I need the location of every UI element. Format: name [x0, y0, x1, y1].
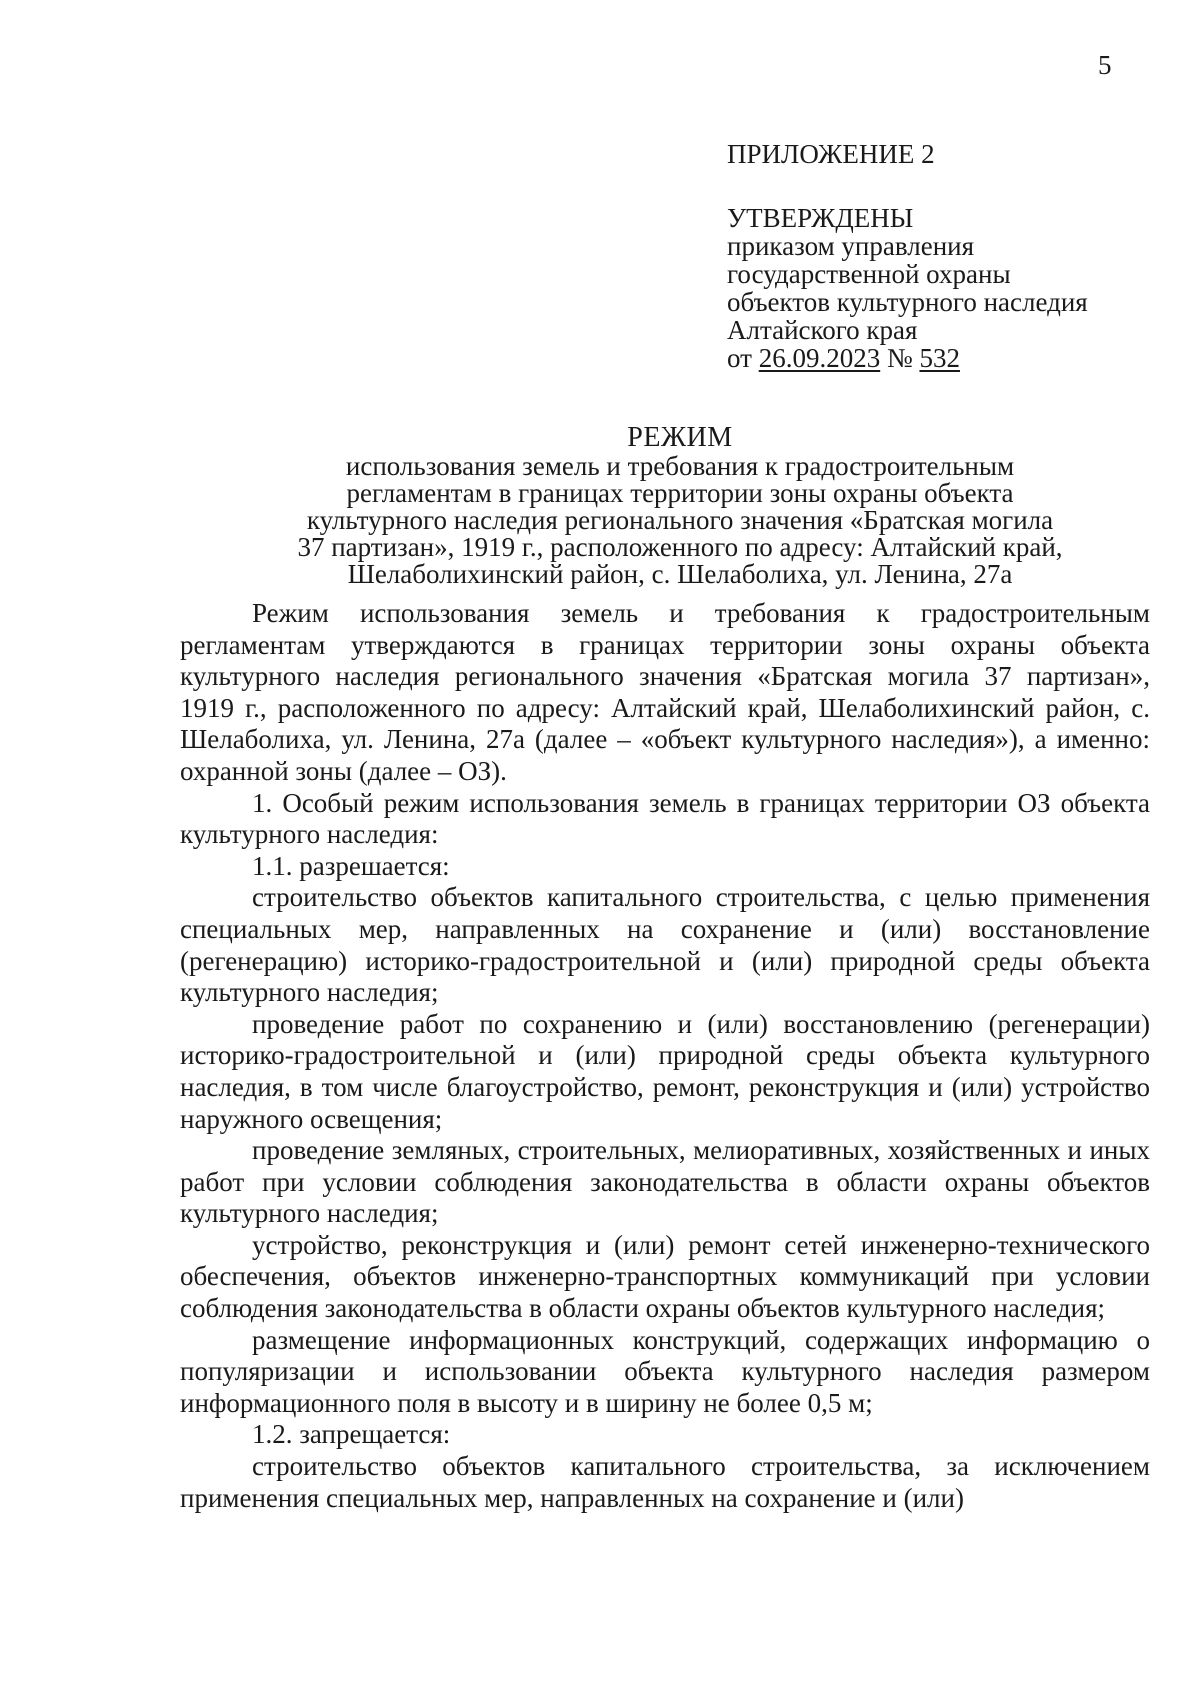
date-prefix: от	[727, 343, 759, 373]
title-line: культурного наследия регионального значения «Братская могила	[306, 505, 1054, 535]
number-prefix: №	[880, 343, 920, 373]
paragraph: размещение информационных конструкций, содержащих информацию о популяризации и использовании объекта культурного наследия размером информационного поля в высоту и в ширину не более 0,5 м;	[180, 1324, 1150, 1418]
title-line: регламентам в границах территории зоны охраны объекта	[346, 478, 1014, 508]
paragraph: проведение работ по сохранению и (или) восстановлению (регенерации) историко-градостроительной и (или) природной среды объекта культурного наследия, в том числе благоустройство, ремонт, реконструкция и (или) устройство наружного освещения;	[180, 1008, 1150, 1134]
approval-line: Алтайского края	[727, 315, 918, 345]
approval-date-line	[727, 344, 1088, 372]
paragraph: Режим использования земель и требования к градостроительным регламентам утверждаются в границах территории зоны охраны объекта культурного наследия регионального значения «Братская могила 37 партизан», 1919 г., расположенного по адресу: Алтайский край, Шелаболихинский район, с. Шелаболиха, ул. Ленина, 27а (далее – «объект культурного наследия»), а именно: охранной зоны (далее – ОЗ).	[180, 598, 1150, 786]
paragraph: 1.1. разрешается:	[252, 850, 450, 881]
title-line: 37 партизан», 1919 г., расположенного по адресу: Алтайский край,	[297, 532, 1063, 562]
document-title	[180, 424, 1180, 588]
paragraph: строительство объектов капитального строительства, с целью применения специальных мер, направленных на сохранение и (или) восстановление (регенерацию) историко-градостроительной и (или) природной среды объекта культурного наследия;	[180, 882, 1150, 1008]
approval-stamp-block	[727, 140, 1088, 372]
approval-line: объектов культурного наследия	[727, 287, 1088, 317]
approval-number: 532	[919, 343, 960, 373]
title-line: использования земель и требования к градостроительным	[345, 451, 1015, 481]
title-heading: РЕЖИМ	[627, 422, 733, 453]
approval-line: государственной охраны	[727, 259, 1011, 289]
paragraph: строительство объектов капитального строительства, за исключением применения специальных мер, направленных на сохранение и (или)	[180, 1451, 1150, 1513]
approval-date: 26.09.2023	[758, 343, 881, 373]
approval-line: приказом управления	[727, 231, 975, 261]
paragraph: устройство, реконструкция и (или) ремонт сетей инженерно-технического обеспечения, объектов инженерно-транспортных коммуникаций при условии соблюдения законодательства в области охраны объектов культурного наследия;	[180, 1229, 1150, 1324]
document-body	[180, 598, 1150, 1514]
approved-label: УТВЕРЖДЕНЫ	[727, 203, 914, 233]
paragraph: 1. Особый режим использования земель в границах территории ОЗ объекта культурного наследия:	[180, 787, 1150, 850]
paragraph: 1.2. запрещается:	[252, 1419, 451, 1450]
title-line: Шелаболихинский район, с. Шелаболиха, ул. Ленина, 27а	[347, 559, 1013, 589]
paragraph: проведение земляных, строительных, мелиоративных, хозяйственных и иных работ при условии соблюдения законодательства в области охраны объектов культурного наследия;	[180, 1135, 1150, 1229]
page-number: 5	[1098, 50, 1112, 80]
appendix-label: ПРИЛОЖЕНИЕ 2	[727, 139, 935, 169]
